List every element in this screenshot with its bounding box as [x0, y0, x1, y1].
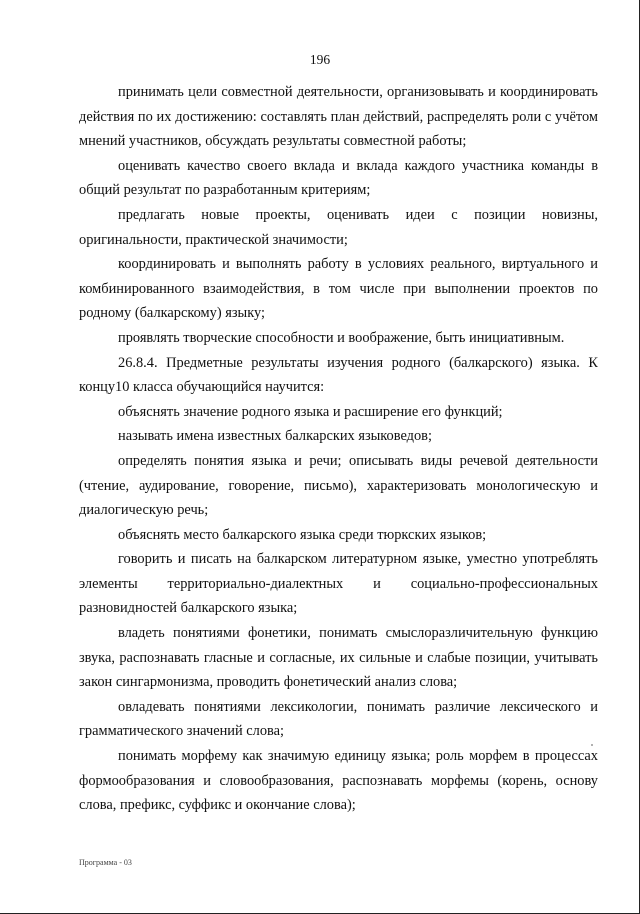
paragraph: объяснять значение родного языка и расширение его функций;	[118, 403, 503, 420]
paragraph: говорить и писать на балкарском литературном языке, уместно употреблять элементы территориально-диалектных и социально-профессиональных разновидностей балкарского языка;	[79, 551, 598, 617]
scan-speck	[591, 744, 593, 746]
paragraph: оценивать качество своего вклада и вклада каждого участника команды в общий результат по разработанным критериям;	[79, 157, 598, 199]
paragraph: предлагать новые проекты, оценивать идеи с позиции новизны, оригинальности, практической значимости;	[79, 206, 598, 248]
page-number: 196	[309, 52, 331, 67]
paragraph: называть имена известных балкарских языковедов;	[118, 428, 432, 445]
paragraph: координировать и выполнять работу в условиях реального, виртуального и комбинированного взаимодействия, в том числе при выполнении проектов по родному (балкарскому) языку;	[79, 256, 598, 322]
paragraph: овладевать понятиями лексикологии, понимать различие лексического и грамматического значений слова;	[79, 698, 598, 740]
paragraph: объяснять место балкарского языка среди тюркских языков;	[118, 526, 487, 543]
paragraph: владеть понятиями фонетики, понимать смыслоразличительную функцию звука, распознавать гласные и согласные, их сильные и слабые позиции, учитывать закон сингармонизма, проводить фонетический анализ слова;	[79, 625, 598, 691]
paragraph: проявлять творческие способности и воображение, быть инициативным.	[118, 329, 565, 346]
paragraph: определять понятия языка и речи; описывать виды речевой деятельности (чтение, аудирование, говорение, письмо), характеризовать монологическую и диалогическую речь;	[79, 452, 598, 519]
page-footer: Программа - 03	[79, 858, 132, 867]
paragraph: 26.8.4. Предметные результаты изучения родного (балкарского) языка. К концу10 класса обучающийся научится:	[79, 354, 598, 396]
paragraph: понимать морфему как значимую единицу языка; роль морфем в процессах формообразования и словообразования, распознавать морфемы (корень, основу слова, префикс, суффикс и окончание слова);	[79, 748, 598, 814]
page-body	[79, 80, 598, 818]
paragraph: принимать цели совместной деятельности, организовывать и координировать действия по их достижению: составлять план действий, распределять роли с учётом мнений участников, обсуждать результаты совместной работы;	[79, 84, 598, 150]
